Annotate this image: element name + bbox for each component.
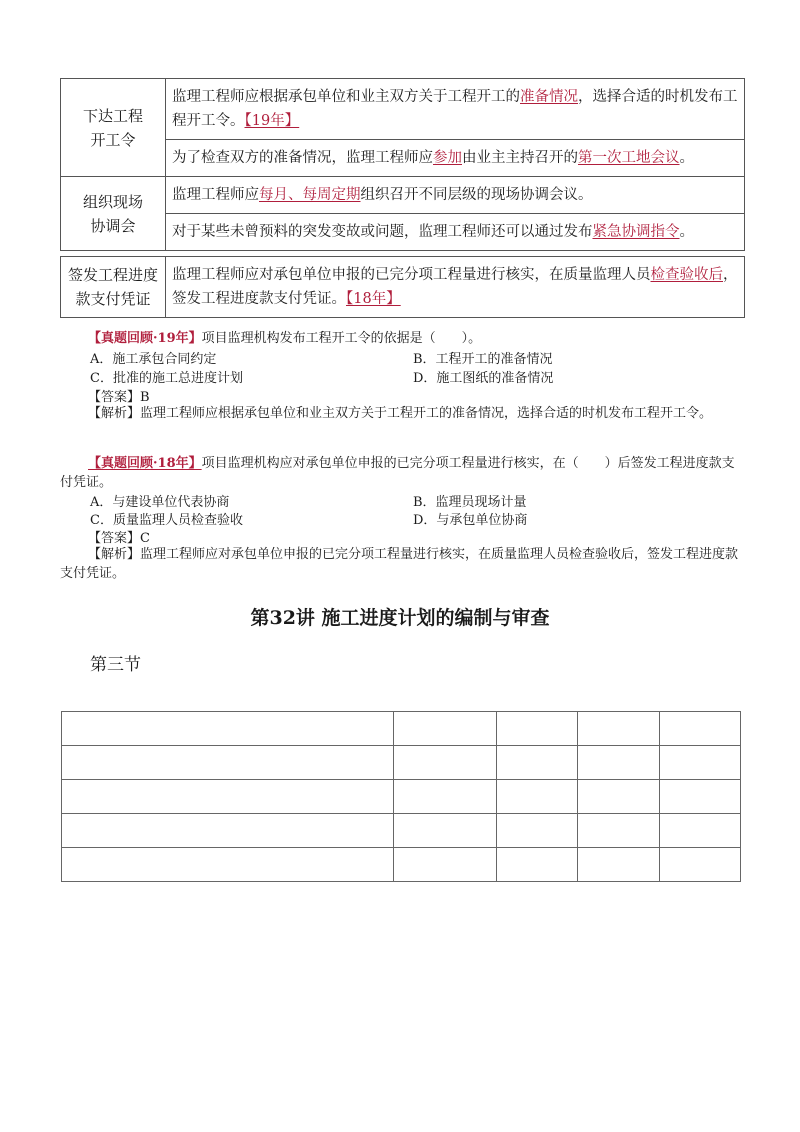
cell-text: 组织召开不同层级的现场协调会议。 — [360, 187, 593, 203]
option-a: A．施工承包合同约定 — [90, 352, 217, 367]
analysis: 【解析】监理工程师应对承包单位申报的已完分项工程量进行核实，在质量监理人员检查验收后，签发工程进度款支付凭证。 — [60, 547, 739, 581]
answer-line: 【答案】B — [88, 390, 150, 405]
cell-text: 由业主主持召开的 — [462, 150, 578, 166]
highlight-text: 每月、每周定期 — [259, 187, 361, 203]
table-schedule-control — [60, 78, 745, 251]
table-cell — [166, 177, 745, 214]
row-label-site-meeting: 组织现场 协调会 — [61, 177, 166, 251]
table-row — [61, 257, 745, 318]
cell-text: 监理工程师应对承包单位申报的已完分项工程量进行核实，在质量监理人员 — [172, 267, 651, 283]
answer-value: B — [140, 390, 150, 405]
table-payment-certificate — [60, 256, 745, 318]
cell-text: ，选择合适的时机发布工程开工令。 — [172, 89, 738, 129]
row-label-payment: 签发工程进度 款支付凭证 — [61, 257, 166, 318]
question-tag: 【真题回顾·19年】 — [88, 331, 202, 346]
highlight-text: 检查验收后 — [650, 267, 723, 283]
cell-text: 监理工程师应根据承包单位和业主双方关于工程开工的 — [172, 89, 520, 105]
option-b: B．监理员现场计量 — [413, 495, 527, 510]
empty-table — [61, 711, 741, 882]
option-d: D．施工图纸的准备情况 — [413, 371, 554, 386]
table-row — [61, 79, 745, 140]
cell-text: ，签发工程进度款支付凭证。 — [172, 267, 738, 307]
cell-text: 监理工程师应 — [172, 187, 259, 203]
table-row — [62, 814, 741, 848]
question-stem: 项目监理机构发布工程开工令的依据是（ ）。 — [201, 331, 482, 346]
highlight-text: 紧急协调指令 — [592, 224, 680, 240]
option-a: A．与建设单位代表协商 — [90, 495, 230, 510]
cell-text: 对于某些未曾预料的突发变故或问题，监理工程师还可以通过发布 — [172, 224, 593, 240]
option-c: C．质量监理人员检查验收 — [90, 513, 243, 528]
table-row — [62, 712, 741, 746]
question-stem: 项目监理机构应对承包单位申报的已完分项工程量进行核实，在（ ）后签发工程进度款支付凭证。 — [60, 456, 735, 490]
table-cell — [166, 140, 745, 177]
table-cell — [166, 257, 745, 318]
option-c: C．批准的施工总进度计划 — [90, 371, 243, 386]
highlight-text: 【19年】 — [244, 113, 300, 129]
table-row — [62, 780, 741, 814]
table-cell — [166, 79, 745, 140]
highlight-text: 【18年】 — [346, 291, 401, 307]
table-row — [62, 848, 741, 882]
highlight-text: 参加 — [433, 150, 462, 166]
analysis: 【解析】监理工程师应根据承包单位和业主双方关于工程开工的准备情况，选择合适的时机发布工程开工令。 — [88, 406, 713, 421]
option-b: B．工程开工的准备情况 — [413, 352, 553, 367]
question-18 — [60, 454, 740, 492]
option-d: D．与承包单位协商 — [413, 513, 528, 528]
cell-text: 为了检查双方的准备情况，监理工程师应 — [172, 150, 433, 166]
table-row — [62, 746, 741, 780]
section-heading: 第32讲 施工进度计划的编制与审查 — [250, 607, 550, 629]
question-tag: 【真题回顾·18年】 — [88, 456, 202, 471]
answer-line: 【答案】C — [88, 531, 150, 546]
answer-value: C — [140, 531, 150, 546]
question-19 — [88, 330, 748, 347]
cell-text: 。 — [679, 224, 694, 240]
highlight-text: 第一次工地会议 — [578, 150, 680, 166]
subheading: 第三节 — [90, 655, 141, 675]
highlight-text: 准备情况 — [520, 89, 578, 105]
table-row — [61, 177, 745, 214]
table-cell — [166, 214, 745, 251]
cell-text: 。 — [679, 150, 694, 166]
row-label-start-order: 下达工程 开工令 — [61, 79, 166, 177]
